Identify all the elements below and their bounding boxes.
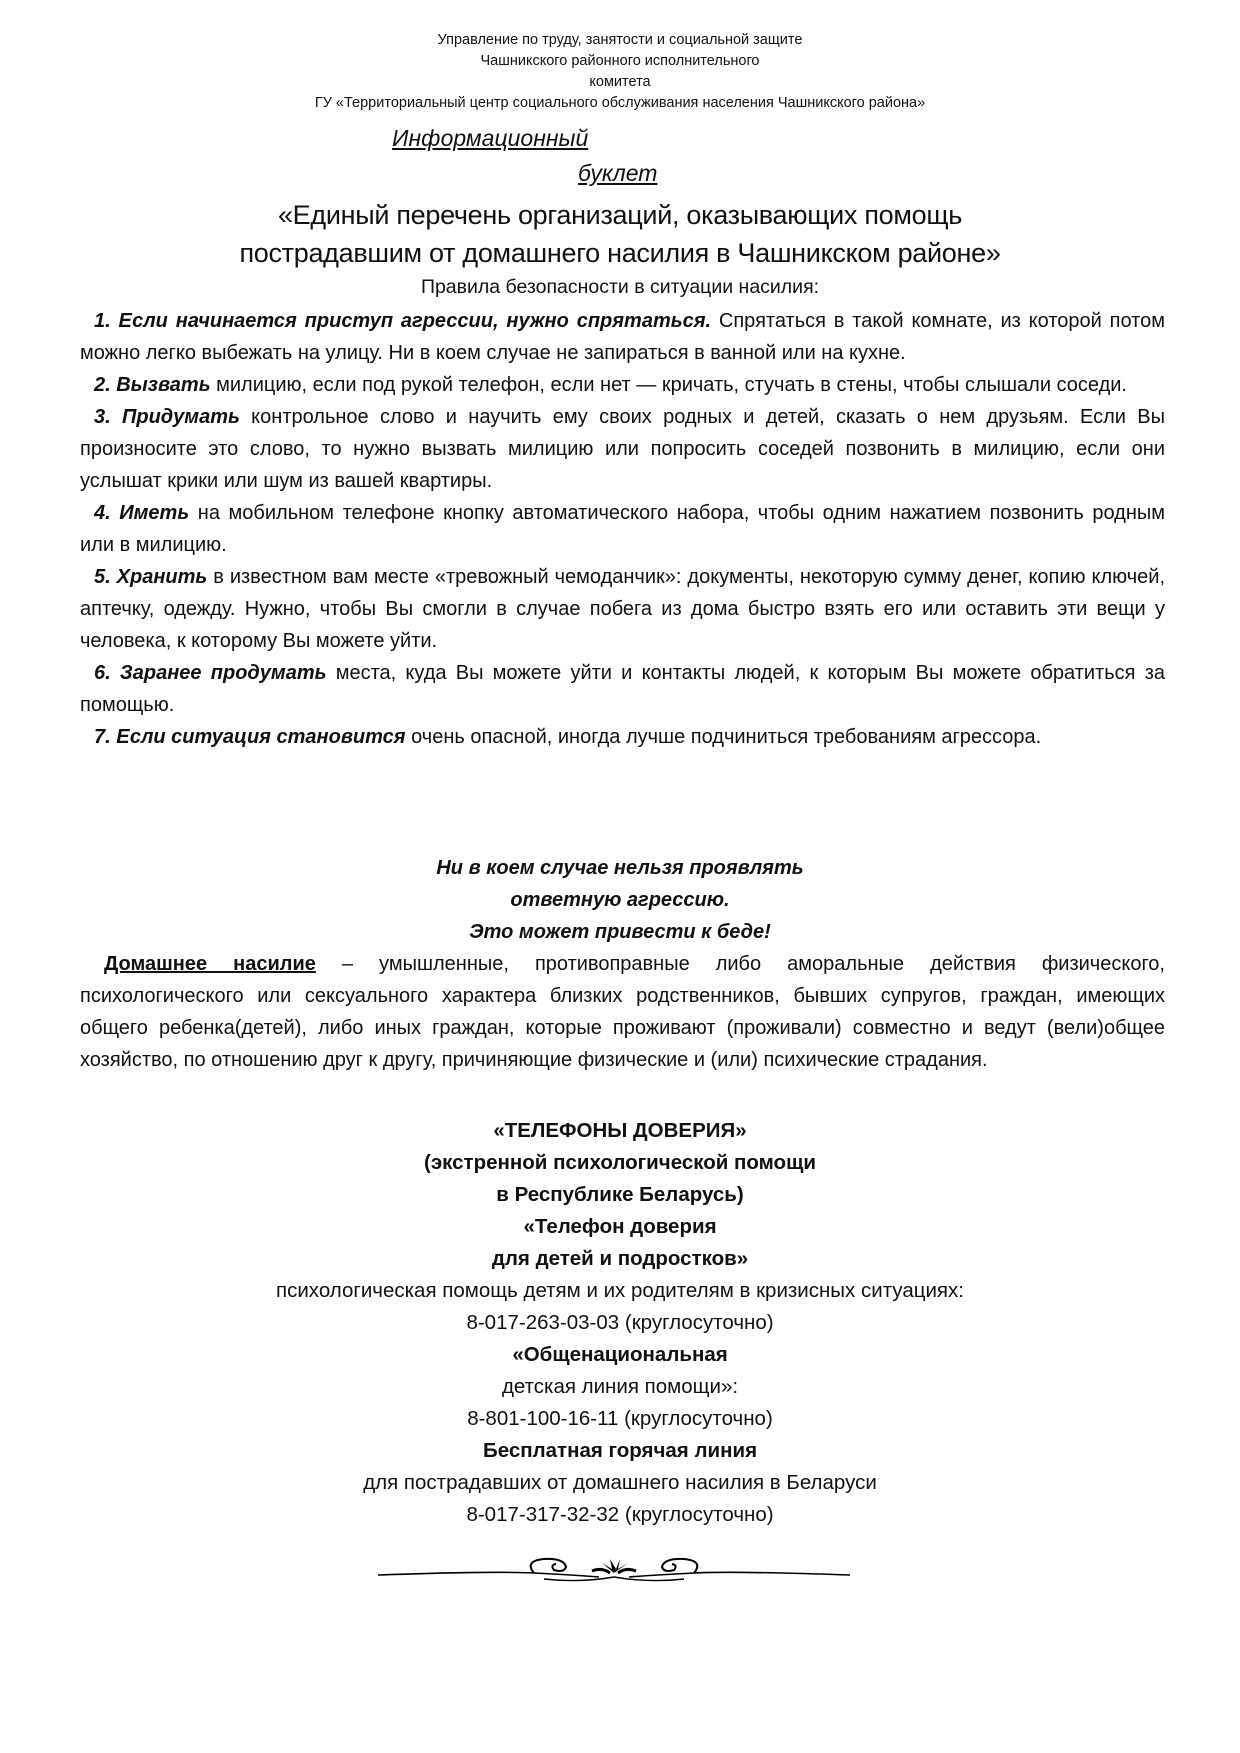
issuer-header [0,30,1240,114]
rule-lead: 4. Иметь [94,502,190,524]
children-hotline-desc: психологическая помощь детям и их родителям в кризисных ситуациях: [276,1279,964,1302]
warning-block [0,852,1240,948]
rule-item [80,497,1165,561]
national-hotline-phone: 8-801-100-16-11 (круглосуточно) [467,1407,773,1430]
rule-lead: 1. Если начинается приступ агрессии, нужно спрятаться. [94,310,712,332]
rule-text: очень опасной, иногда лучше подчиниться требованиям агрессора. [405,726,1042,748]
rule-text: милицию, если под рукой телефон, если нет — кричать, стучать в стены, чтобы слышали соседи. [210,374,1127,396]
children-hotline-phone: 8-017-263-03-03 (круглосуточно) [466,1311,774,1334]
rule-lead: 3. Придумать [94,406,240,428]
warning-line: ответную агрессию. [510,889,730,911]
title-line: пострадавшим от домашнего насилия в Чашникском районе» [239,238,1001,268]
header-line: ГУ «Территориальный центр социального обслуживания населения Чашникского района» [314,95,926,111]
rule-lead: 7. Если ситуация становится [94,726,406,748]
domestic-hotline-desc: для пострадавших от домашнего насилия в Беларуси [363,1471,877,1494]
national-hotline-title: «Общенациональная [512,1343,728,1366]
rules-heading: Правила безопасности в ситуации насилия: [420,276,820,298]
header-line: Управление по труду, занятости и социальной защите [437,32,803,48]
booklet-label-line2: буклет [578,160,658,186]
rule-text: в известном вам месте «тревожный чемоданчик»: документы, некоторую сумму денег, копию ключей, аптечку, одежду. Нужно, чтобы Вы смогли в случае побега из дома быстро взять его или оставить эти вещи у человека, к которому Вы можете уйти. [80,566,1165,652]
rule-item [80,561,1165,657]
definition-block [80,948,1165,1076]
domestic-hotline-phone: 8-017-317-32-32 (круглосуточно) [466,1503,774,1526]
hotlines-section [0,1115,1240,1531]
definition-paragraph [80,948,1165,1076]
children-hotline-title: «Телефон доверия [523,1215,717,1238]
definition-term: Домашнее насилие [104,953,316,975]
rule-item [80,369,1165,401]
booklet-label-line1: Информационный [392,125,589,151]
warning-line: Это может привести к беде! [469,921,771,943]
hotlines-heading: «ТЕЛЕФОНЫ ДОВЕРИЯ» [493,1119,747,1142]
children-hotline-title: для детей и подростков» [491,1247,749,1270]
rule-lead: 6. Заранее продумать [94,662,327,684]
warning-line: Ни в коем случае нельзя проявлять [436,857,804,879]
page-title [0,196,1240,272]
header-line: Чашникского районного исполнительного [480,53,760,69]
title-line: «Единый перечень организаций, оказывающих помощь [277,200,963,230]
header-line: комитета [589,74,651,90]
rule-item [80,305,1165,369]
rule-lead: 2. Вызвать [94,374,211,396]
domestic-hotline-title: Бесплатная горячая линия [482,1439,758,1462]
rule-text: контрольное слово и научить ему своих родных и детей, сказать о нем друзьям. Если Вы произносите это слово, то нужно вызвать милицию или попросить соседей позвонить в милицию, если они услышат крики или шум из вашей квартиры. [80,406,1165,492]
national-hotline-desc: детская линия помощи»: [501,1375,739,1398]
hotlines-subheading: в Республике Беларусь) [496,1183,744,1206]
rule-item [80,657,1165,721]
hotlines-subheading: (экстренной психологической помощи [424,1151,816,1174]
rule-text: на мобильном телефоне кнопку автоматического набора, чтобы одним нажатием позвонить родным или в милицию. [80,502,1166,556]
rule-text: Спрятаться в такой комнате, из которой потом можно легко выбежать на улицу. Ни в коем случае не запираться в ванной или на кухне. [80,310,1165,364]
rule-item [80,401,1165,497]
safety-rules-list [80,305,1165,753]
definition-text: – умышленные, противоправные либо аморальные действия физического, психологического или сексуального характера близких родственников, бывших супругов, граждан, имеющих общего ребенка(детей), либо иных граждан, которые проживают (проживали) совместно и ведут (вели)общее хозяйство, по отношению друг к другу, причиняющие физические и (или) психические страдания. [80,953,1165,1071]
flourish-divider-icon [374,1553,854,1593]
rule-item [80,721,1165,753]
rule-text: места, куда Вы можете уйти и контакты людей, к которым Вы можете обратиться за помощью. [80,662,1165,716]
rule-lead: 5. Хранить [94,566,208,588]
